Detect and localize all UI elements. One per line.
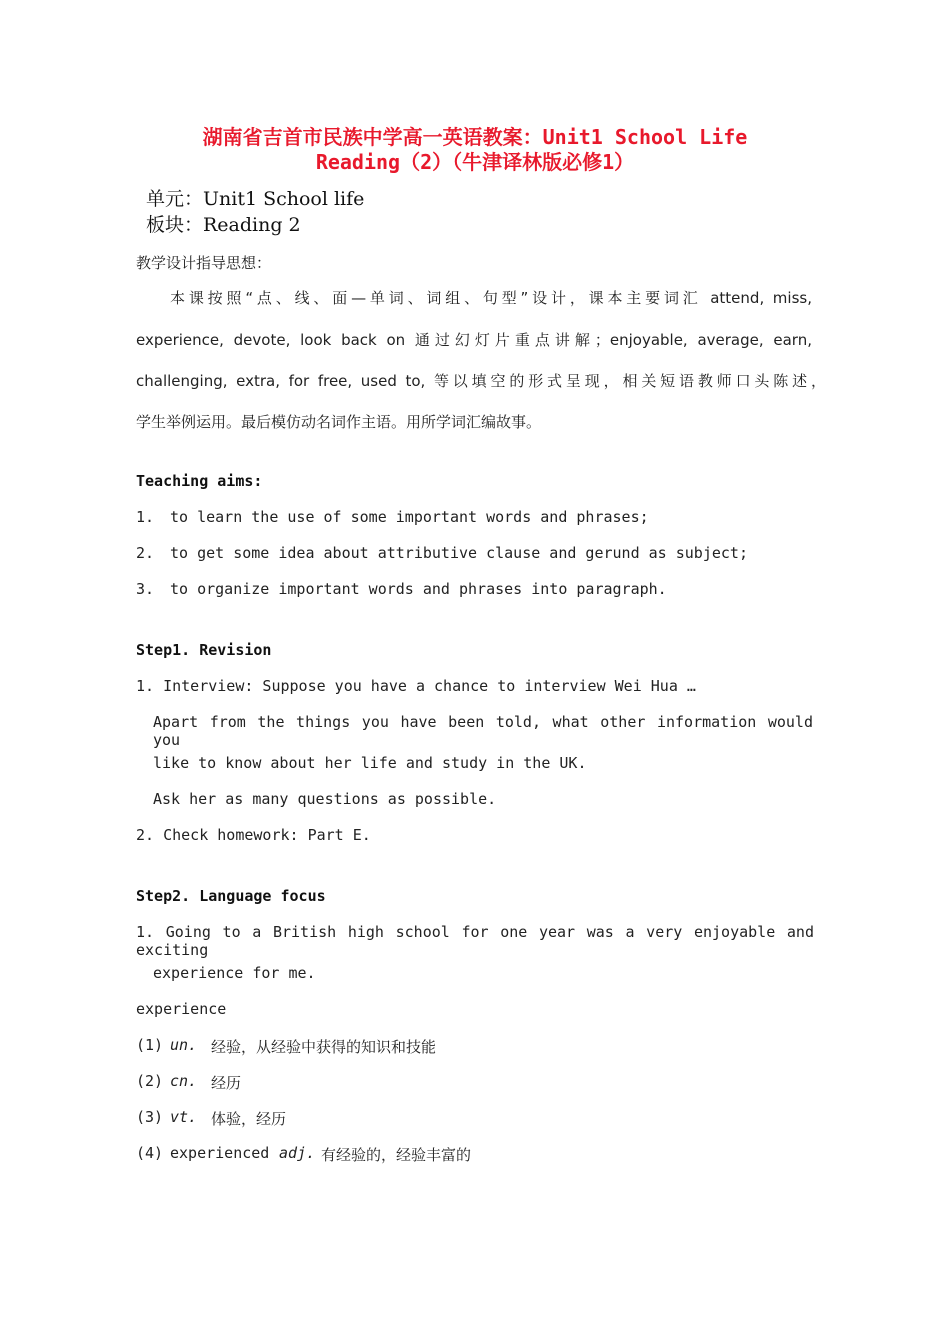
sense-number: (3) [136,1108,164,1126]
step1-heading: Step1. Revision [136,641,272,659]
aim-text: to get some idea about attributive clause and gerund as subject; [170,544,748,562]
design-paragraph-line: experience, devote, look back on 通过幻灯片重点讲解；enjoyable, average, earn, [136,331,812,349]
design-paragraph-line: challenging, extra, for free, used to, 等以填空的形式呈现，相关短语教师口头陈述， [136,372,826,390]
module-label: 板块：Reading 2 [146,214,301,236]
sense-meaning: 经历 [211,1074,242,1092]
aim-number: 2. [136,544,155,562]
sense-meaning: 体验，经历 [211,1110,287,1128]
sense-number: (2) [136,1072,164,1090]
design-heading: 教学设计指导思想： [136,254,272,272]
aim-text: to learn the use of some important words and phrases; [170,508,649,526]
sense-meaning: 经验，从经验中获得的知识和技能 [211,1038,437,1056]
sense-pos: adj. [279,1144,316,1162]
step2-sentence: experience for me. [153,964,316,982]
sense-meaning: 有经验的，经验丰富的 [321,1146,472,1164]
sense-number: (1) [136,1036,164,1054]
step1-item: 2. Check homework: Part E. [136,826,371,844]
sense-pos: un. [170,1036,198,1054]
aim-text: to organize important words and phrases into paragraph. [170,580,667,598]
sense-number: (4) [136,1144,164,1162]
step1-item: 1. Interview: Suppose you have a chance to interview Wei Hua … [136,677,696,695]
vocabulary-word: experience [136,1000,227,1018]
title-line-2: Reading（2）（牛津译林版必修1） [315,150,635,174]
sense-pos: cn. [170,1072,198,1090]
step1-item: Ask her as many questions as possible. [153,790,497,808]
design-paragraph-line: 学生举例运用。最后模仿动名词作主语。用所学词汇编故事。 [136,413,542,431]
aim-number: 1. [136,508,155,526]
sense-derived-word: experienced [170,1144,270,1162]
unit-label: 单元：Unit1 School life [146,188,365,210]
step2-sentence: 1. Going to a British high school for one year was a very enjoyable and exciting [136,923,814,959]
step2-heading: Step2. Language focus [136,887,326,905]
title-line-1: 湖南省吉首市民族中学高一英语教案：Unit1 School Life [202,125,748,149]
step1-item: Apart from the things you have been told, what other information would you [153,713,813,749]
sense-pos: vt. [170,1108,198,1126]
teaching-aims-heading: Teaching aims: [136,472,263,490]
aim-number: 3. [136,580,155,598]
step1-item: like to know about her life and study in the UK. [153,754,587,772]
design-paragraph-line: 本课按照“点、线、面—单词、词组、句型”设计，课本主要词汇 attend, miss, [170,289,812,307]
